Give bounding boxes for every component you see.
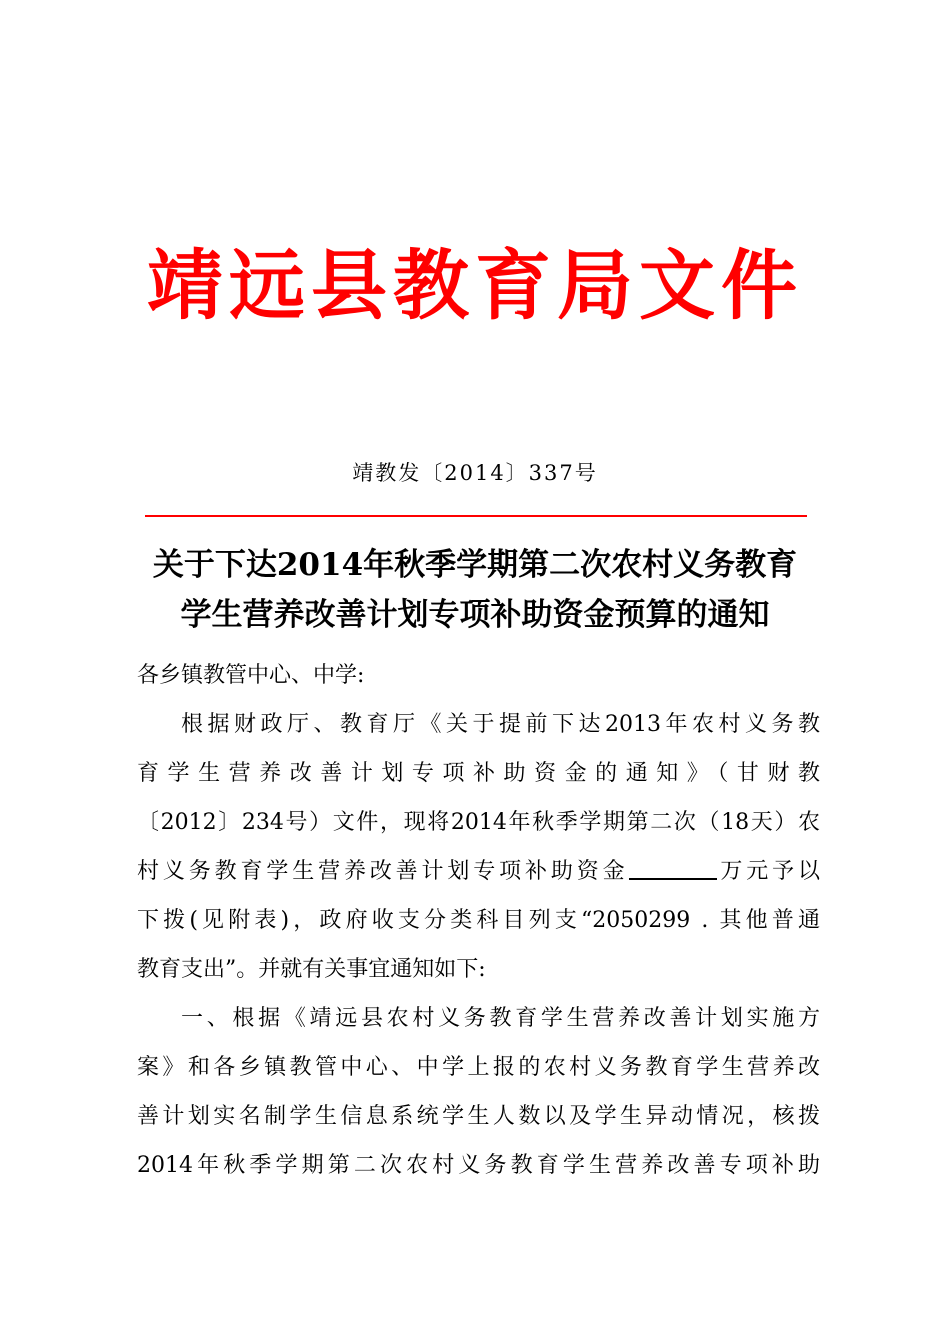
- document-masthead: 靖远县教育局文件: [147, 241, 803, 330]
- title-line-2: 学生营养改善计划专项补助资金预算的通知: [180, 597, 770, 633]
- paragraph-2-line-4: 2014年秋季学期第二次农村义务教育学生营养改善专项补助: [137, 1153, 820, 1178]
- paragraph-1-line-4: [137, 847, 820, 896]
- paragraph-1-line-3: 〔2012〕234号）文件，现将2014年秋季学期第二次（18天）农: [137, 810, 820, 835]
- paragraph-2-line-1: 一、根据《靖远县农村义务教育学生营养改善计划实施方: [181, 1006, 820, 1031]
- salutation: [137, 651, 820, 700]
- document-number: 靖教发〔2014〕337号: [352, 461, 598, 485]
- amount-blank: [629, 856, 717, 880]
- paragraph-1-line-5: 下拨(见附表)，政府收支分类科目列支“2050299 . 其他普通: [137, 908, 820, 933]
- red-divider-line: [145, 515, 807, 517]
- paragraph-1-line-4-after: 万元予以: [716, 859, 820, 884]
- paragraph-2-line-3: 善计划实名制学生信息系统学生人数以及学生异动情况，核拨: [137, 1104, 820, 1129]
- salutation-text: 各乡镇教管中心、中学:: [137, 663, 365, 688]
- paragraph-1-line-2: 育学生营养改善计划专项补助资金的通知》（甘财教: [137, 761, 820, 786]
- paragraph-1: [137, 700, 820, 1190]
- title-line-1: 关于下达2014年秋季学期第二次农村义务教育: [152, 547, 798, 583]
- paragraph-1-line-1: 根据财政厅、教育厅《关于提前下达2013年农村义务教: [181, 712, 820, 737]
- document-title: [60, 540, 890, 640]
- paragraph-1-line-6: 教育支出”。并就有关事宜通知如下:: [137, 957, 486, 982]
- paragraph-1-line-4-before: 村义务教育学生营养改善计划专项补助资金: [137, 859, 629, 884]
- paragraph-2-line-2: 案》和各乡镇教管中心、中学上报的农村义务教育学生营养改: [137, 1055, 820, 1080]
